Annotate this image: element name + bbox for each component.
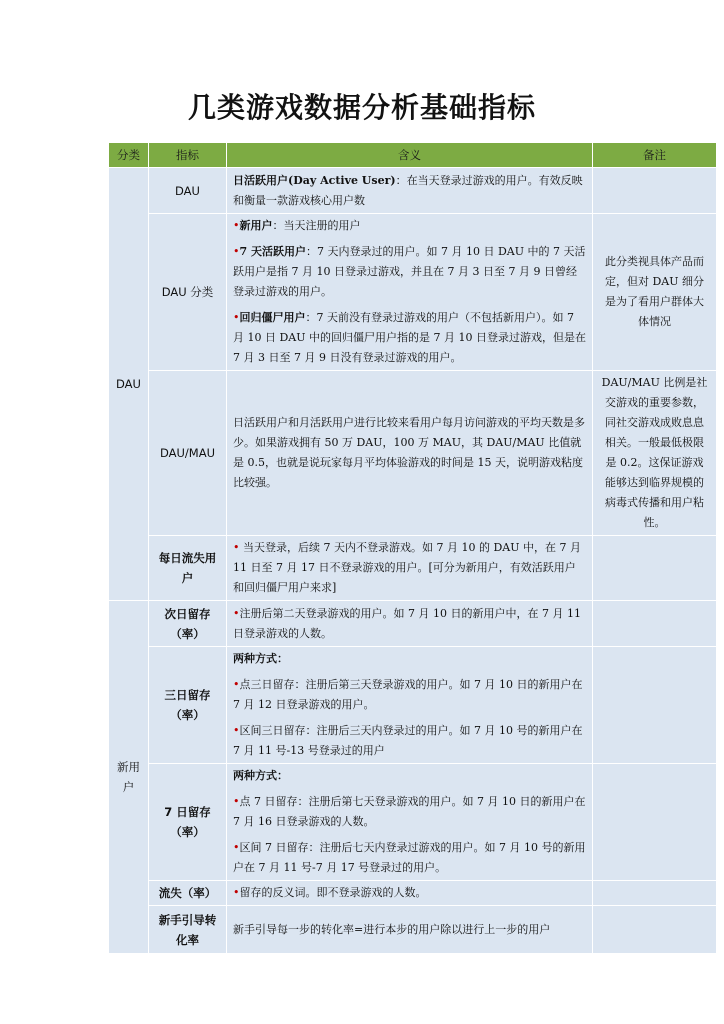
item-text: 区间三日留存：注册后三天内登录过的用户。如 7 月 10 号的新用户在 7 月 11 号-13 号登录过的用户	[233, 724, 583, 757]
table-row	[109, 371, 717, 536]
header-indicator: 指标	[149, 143, 227, 168]
table-row	[109, 906, 717, 954]
table-row	[109, 536, 717, 601]
meaning-churn-rate: •留存的反义词。即不登录游戏的人数。	[227, 881, 593, 906]
meaning-daily-churn: • 当天登录，后续 7 天内不登录游戏。如 7 月 10 的 DAU 中，在 7 月 11 日至 7 月 17 日不登录游戏的用户。[可分为新用户，有效活跃用户和回归僵尸用户来求]	[227, 536, 593, 601]
meaning-heading: 两种方式：	[233, 652, 288, 665]
note-empty	[593, 168, 717, 214]
page-title: 几类游戏数据分析基础指标	[187, 91, 536, 124]
item-bold: 7 天活跃用户	[239, 245, 306, 258]
item-text: ：7 天内登录过的用户。如 7 月 10 日 DAU 中的 7 天活跃用户是指 7 月 10 日登录过游戏，并且在 7 月 3 日至 7 月 9 日曾经登录过游戏的用户。	[233, 245, 586, 298]
table-row	[109, 647, 717, 764]
meaning-dau-mau: 日活跃用户和月活跃用户进行比较来看用户每月访问游戏的平均天数是多少。如果游戏拥有 50 万 DAU，100 万 MAU，其 DAU/MAU 比值就是 0.5，也就是说玩家每月平均体验游戏的时间是 15 天，说明游戏粘度比较强。	[227, 371, 593, 536]
metrics-table	[108, 142, 717, 954]
meaning-text: 留存的反义词。即不登录游戏的人数。	[239, 886, 427, 899]
meaning-heading: 两种方式：	[233, 769, 288, 782]
header-meaning: 含义	[227, 143, 593, 168]
indicator-churn-rate: 流失（率）	[149, 881, 227, 906]
header-row	[109, 143, 717, 168]
meaning-dau	[227, 168, 593, 214]
table-row	[109, 214, 717, 371]
meaning-dau-category: •新用户：当天注册的用户 •7 天活跃用户：7 天内登录过的用户。如 7 月 10 日 DAU 中的 7 天活跃用户是指 7 月 10 日登录过游戏，并且在 7 月 3 日至 7 月 9 日曾经登录过游戏的用户。 •回归僵尸用户：7 天前没有登录过游戏的用户（不包括新用户）。如 7 月 10 日 DAU 中的回归僵尸用户指的是 7 月 10 日登录过游戏，但是在 7 月 3 日至 7 月 9 日没有登录过游戏的用户。	[227, 214, 593, 371]
indicator-dau: DAU	[149, 168, 227, 214]
meaning-text: 注册后第二天登录游戏的用户。如 7 月 10 日的新用户中，在 7 月 11 日登录游戏的人数。	[233, 606, 581, 640]
meaning-three-day-retention: 两种方式： •点三日留存：注册后第三天登录游戏的用户。如 7 月 10 日的新用户在 7 月 12 日登录游戏的用户。 •区间三日留存：注册后三天内登录过的用户。如 7 月 10 号的新用户在 7 月 11 号-13 号登录过的用户	[227, 647, 593, 764]
indicator-daily-churn: 每日流失用户	[149, 536, 227, 601]
note-empty	[593, 881, 717, 906]
note-empty	[593, 647, 717, 764]
note-empty	[593, 536, 717, 601]
header-category: 分类	[109, 143, 149, 168]
meaning-tutorial-conversion: 新手引导每一步的转化率=进行本步的用户除以进行上一步的用户	[227, 906, 593, 954]
item-text: 区间 7 日留存：注册后七天内登录过游戏的用户。如 7 月 10 号的新用户在 7 月 11 号-7 月 17 号登录过的用户。	[233, 841, 586, 874]
item-bold: 新用户	[239, 219, 273, 232]
meaning-seven-day-retention: 两种方式： •点 7 日留存：注册后第七天登录游戏的用户。如 7 月 10 日的新用户在 7 月 16 日登录游戏的人数。 •区间 7 日留存：注册后七天内登录过游戏的用户。如 7 月 10 号的新用户在 7 月 11 号-7 月 17 号登录过的用户。	[227, 764, 593, 881]
note-dau-category: 此分类视具体产品而定，但对 DAU 细分是为了看用户群体大体情况	[593, 214, 717, 371]
note-dau-mau: DAU/MAU 比例是社交游戏的重要参数，同社交游戏成败息息相关。一般最低极限是 0.2。这保证游戏能够达到临界规模的病毒式传播和用户粘性。	[593, 371, 717, 536]
table-row	[109, 881, 717, 906]
table-row	[109, 168, 717, 214]
item-text: ：当天注册的用户	[272, 219, 361, 232]
item-text: 点 7 日留存：注册后第七天登录游戏的用户。如 7 月 10 日的新用户在 7 月 16 日登录游戏的人数。	[233, 795, 586, 828]
indicator-three-day-retention: 三日留存（率）	[149, 647, 227, 764]
note-empty	[593, 601, 717, 647]
indicator-dau-mau: DAU/MAU	[149, 371, 227, 536]
item-bold: 回归僵尸用户	[239, 311, 306, 324]
indicator-dau-category: DAU 分类	[149, 214, 227, 371]
item-text: 点三日留存：注册后第三天登录游戏的用户。如 7 月 10 日的新用户在 7 月 12 日登录游戏的用户。	[233, 678, 583, 711]
note-empty	[593, 764, 717, 881]
category-dau: DAU	[109, 168, 149, 601]
indicator-tutorial-conversion: 新手引导转化率	[149, 906, 227, 954]
table-row	[109, 601, 717, 647]
category-new-user: 新用户	[109, 601, 149, 954]
meaning-bold: 日活跃用户(Day Active User)	[233, 173, 396, 187]
header-note: 备注	[593, 143, 717, 168]
item-text: ：7 天前没有登录过游戏的用户（不包括新用户）。如 7 月 10 日 DAU 中的回归僵尸用户指的是 7 月 10 日登录过游戏，但是在 7 月 3 日至 7 月 9 日没有登录过游戏的用户。	[233, 311, 586, 364]
meaning-next-day-retention: •注册后第二天登录游戏的用户。如 7 月 10 日的新用户中，在 7 月 11 日登录游戏的人数。	[227, 601, 593, 647]
meaning-text: 当天登录，后续 7 天内不登录游戏。如 7 月 10 的 DAU 中，在 7 月 11 日至 7 月 17 日不登录游戏的用户。[可分为新用户，有效活跃用户和回归僵尸用户来求]	[233, 541, 581, 594]
indicator-next-day-retention: 次日留存（率）	[149, 601, 227, 647]
meaning-text: ：在当天登录过游戏的用户。有效反映和衡量一款游戏核心用户数	[233, 173, 583, 207]
indicator-seven-day-retention: 7 日留存（率）	[149, 764, 227, 881]
note-empty	[593, 906, 717, 954]
table-row	[109, 764, 717, 881]
